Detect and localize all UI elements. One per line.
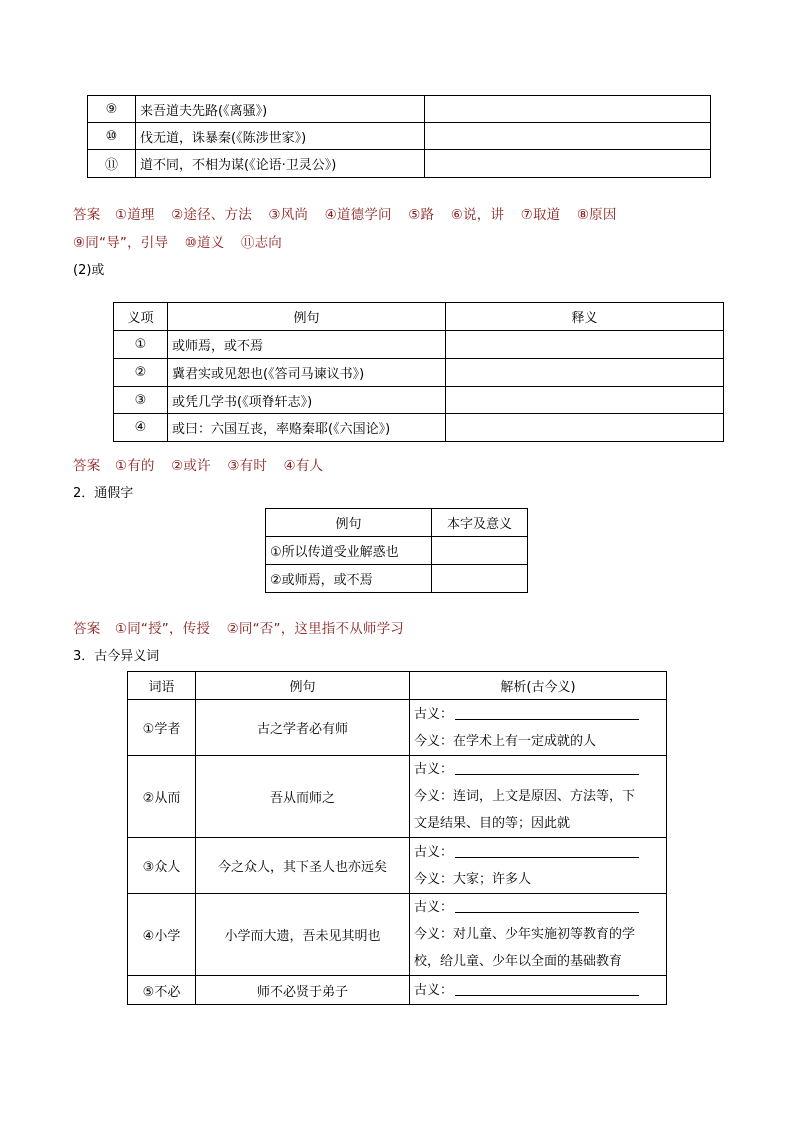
tongjia-table <box>265 508 528 593</box>
column-header: 本字及意义 <box>432 509 528 537</box>
example-sentence: 古之学者必有师 <box>196 700 410 756</box>
word-cell: ⑤不必 <box>128 976 196 1005</box>
table-row <box>88 96 711 123</box>
example-sentence: ②或师焉，或不焉 <box>266 565 432 593</box>
word-cell: ②从而 <box>128 756 196 838</box>
table-row <box>128 894 667 976</box>
answer-item: ③风尚 <box>268 207 309 223</box>
table-header-row <box>128 672 667 700</box>
row-number: ⑨ <box>88 96 136 123</box>
ancient-meaning-label: 古义： <box>414 706 454 722</box>
modern-meaning: 校，给儿童、少年以全面的基础教育 <box>414 954 623 969</box>
answer-item: ⑪志向 <box>240 235 283 251</box>
meaning-cell[interactable] <box>446 359 724 387</box>
meaning-cell[interactable] <box>425 96 711 123</box>
analysis-cell <box>410 838 667 894</box>
row-number: ④ <box>114 414 168 442</box>
table-row <box>128 756 667 838</box>
meaning-cell[interactable] <box>446 414 724 442</box>
gujin-table <box>127 671 667 1005</box>
answer-item: ②或许 <box>171 458 211 474</box>
answer-item: ⑨同“导”，引导 <box>73 235 169 251</box>
huo-table <box>113 302 724 442</box>
table-row <box>88 150 711 178</box>
row-number: ① <box>114 331 168 359</box>
table-row <box>266 537 528 565</box>
heading-tongjia: 2．通假字 <box>73 486 134 501</box>
column-header: 解析(古今义) <box>410 672 667 700</box>
table-header-row <box>266 509 528 537</box>
column-header: 例句 <box>168 303 446 331</box>
answer-item: ⑧原因 <box>576 207 617 223</box>
modern-meaning: 今义：大家；许多人 <box>414 871 532 887</box>
example-sentence: 吾从而师之 <box>196 756 410 838</box>
table-row <box>114 387 724 414</box>
fill-in-blank[interactable] <box>455 902 639 913</box>
ancient-meaning-line <box>414 756 662 783</box>
answer-item: ②途径、方法 <box>171 207 252 223</box>
answer-label: 答案 <box>73 207 101 223</box>
modern-meaning: 今义：连词，上文是原因、方法等，下 <box>414 789 636 804</box>
column-header: 例句 <box>196 672 410 700</box>
answer-item: ①同“授”，传授 <box>114 621 211 637</box>
modern-meaning: 今义：在学术上有一定成就的人 <box>414 733 597 749</box>
table-row <box>128 700 667 756</box>
meaning-cell[interactable] <box>425 123 711 150</box>
answer-label: 答案 <box>73 458 101 474</box>
heading-huo: (2)或 <box>73 263 105 278</box>
answer-item: ④道德学问 <box>324 207 392 223</box>
answer-label: 答案 <box>73 621 101 637</box>
ancient-meaning-label: 古义： <box>414 762 454 777</box>
ancient-meaning-line <box>414 894 662 921</box>
answer-block-tongjia <box>73 617 416 637</box>
fill-in-blank[interactable] <box>455 709 639 720</box>
table-header-row <box>114 303 724 331</box>
answer-block-dao-line2 <box>73 231 294 251</box>
word-cell: ①学者 <box>128 700 196 756</box>
table-row <box>128 838 667 894</box>
analysis-cell <box>410 976 667 1005</box>
answer-item: ⑩道义 <box>184 235 225 251</box>
row-number: ⑩ <box>88 123 136 150</box>
example-sentence: 冀君实或见恕也(《答司马谏议书》) <box>168 359 446 387</box>
table-row <box>128 976 667 1005</box>
meaning-cell[interactable] <box>446 387 724 414</box>
answer-item: ⑤路 <box>408 207 435 223</box>
fill-in-blank[interactable] <box>455 847 639 858</box>
ancient-meaning-line <box>414 701 662 728</box>
meaning-cell[interactable] <box>432 537 528 565</box>
analysis-cell <box>410 894 667 976</box>
analysis-cell <box>410 756 667 838</box>
example-sentence: 今之众人，其下圣人也亦远矣 <box>196 838 410 894</box>
column-header: 例句 <box>266 509 432 537</box>
ancient-meaning-label: 古义： <box>414 982 454 998</box>
meaning-cell[interactable] <box>432 565 528 593</box>
example-sentence: 伐无道，诛暴秦(《陈涉世家》) <box>136 123 425 150</box>
meaning-cell[interactable] <box>446 331 724 359</box>
ancient-meaning-line <box>414 977 662 1004</box>
answer-item: ②同“否”，这里指不从师学习 <box>226 621 404 637</box>
table-row <box>114 414 724 442</box>
column-header: 词语 <box>128 672 196 700</box>
answer-block-huo <box>73 454 335 474</box>
ancient-meaning-label: 古义： <box>414 844 454 860</box>
ancient-meaning-line <box>414 839 662 866</box>
example-sentence: 或凭几学书(《项脊轩志》) <box>168 387 446 414</box>
modern-meaning: 文是结果、目的等；因此就 <box>414 816 571 831</box>
row-number: ⑪ <box>88 150 136 178</box>
modern-meaning: 今义：对儿童、少年实施初等教育的学 <box>414 927 636 942</box>
example-sentence: 师不必贤于弟子 <box>196 976 410 1005</box>
answer-item: ③有时 <box>227 458 268 474</box>
table-row <box>88 123 711 150</box>
example-sentence: ①所以传道受业解惑也 <box>266 537 432 565</box>
example-sentence: 或师焉，或不焉 <box>168 331 446 359</box>
example-sentence: 来吾道夫先路(《离骚》) <box>136 96 425 123</box>
answer-item: ④有人 <box>283 458 324 474</box>
dao-table <box>87 95 711 178</box>
heading-gujin: 3．古今异义词 <box>73 649 160 664</box>
row-number: ③ <box>114 387 168 414</box>
word-cell: ③众人 <box>128 838 196 894</box>
meaning-cell[interactable] <box>425 150 711 178</box>
answer-item: ⑦取道 <box>520 207 561 223</box>
table-row <box>114 359 724 387</box>
ancient-meaning-label: 古义： <box>414 900 454 915</box>
row-number: ② <box>114 359 168 387</box>
column-header: 释义 <box>446 303 724 331</box>
table-row <box>266 565 528 593</box>
fill-in-blank[interactable] <box>455 985 639 996</box>
example-sentence: 道不同，不相为谋(《论语·卫灵公》) <box>136 150 425 178</box>
column-header: 义项 <box>114 303 168 331</box>
table-row <box>114 331 724 359</box>
example-sentence: 或曰：六国互丧，率赂秦耶(《六国论》) <box>168 414 446 442</box>
answer-item: ⑥说，讲 <box>450 207 505 223</box>
analysis-cell <box>410 700 667 756</box>
answer-item: ①有的 <box>114 458 155 474</box>
answer-item: ①道理 <box>114 207 155 223</box>
answer-block-dao <box>73 203 629 223</box>
word-cell: ④小学 <box>128 894 196 976</box>
fill-in-blank[interactable] <box>455 764 639 775</box>
example-sentence: 小学而大遗，吾未见其明也 <box>196 894 410 976</box>
